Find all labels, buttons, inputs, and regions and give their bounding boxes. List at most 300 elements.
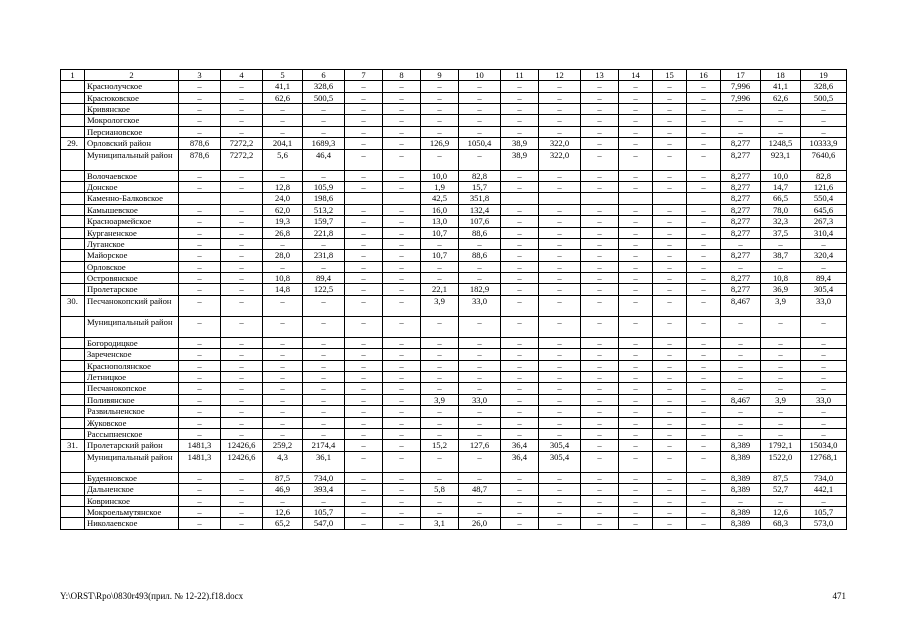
value-cell: – xyxy=(721,103,761,114)
value-cell: – xyxy=(459,261,501,272)
value-cell: – xyxy=(345,406,383,417)
value-cell: – xyxy=(619,372,653,383)
row-name-cell: Персиановское xyxy=(85,126,179,137)
row-number-cell xyxy=(61,383,85,394)
row-name-cell: Мокроельмутянское xyxy=(85,506,179,517)
value-cell: – xyxy=(761,261,801,272)
row-number-cell xyxy=(61,284,85,295)
value-cell: – xyxy=(687,472,721,483)
value-cell: 3,9 xyxy=(421,394,459,405)
value-cell: – xyxy=(687,126,721,137)
table-row xyxy=(61,227,847,238)
value-cell: 1792,1 xyxy=(761,440,801,451)
row-number-cell: 29. xyxy=(61,138,85,149)
value-cell: 32,3 xyxy=(761,216,801,227)
value-cell: – xyxy=(459,238,501,249)
value-cell: 10,0 xyxy=(421,170,459,181)
row-number-cell xyxy=(61,216,85,227)
value-cell: – xyxy=(653,170,687,181)
value-cell: – xyxy=(619,216,653,227)
row-number-cell xyxy=(61,406,85,417)
value-cell: 88,6 xyxy=(459,227,501,238)
value-cell: 62,6 xyxy=(263,92,303,103)
table-row xyxy=(61,261,847,272)
value-cell: – xyxy=(179,394,221,405)
value-cell: – xyxy=(581,428,619,439)
value-cell: 38,9 xyxy=(501,149,539,170)
data-table xyxy=(60,69,847,530)
table-row xyxy=(61,394,847,405)
value-cell: 33,0 xyxy=(459,394,501,405)
value-cell: – xyxy=(421,406,459,417)
table-row xyxy=(61,337,847,348)
value-cell: – xyxy=(687,103,721,114)
value-cell: – xyxy=(459,103,501,114)
value-cell: – xyxy=(687,181,721,192)
value-cell: – xyxy=(619,394,653,405)
value-cell: – xyxy=(501,372,539,383)
value-cell: – xyxy=(459,81,501,92)
value-cell: – xyxy=(761,428,801,439)
value-cell: 7,996 xyxy=(721,92,761,103)
value-cell: – xyxy=(501,472,539,483)
value-cell: – xyxy=(263,295,303,316)
value-cell: 221,8 xyxy=(303,227,345,238)
value-cell: 89,4 xyxy=(303,273,345,284)
row-number-cell xyxy=(61,181,85,192)
value-cell: – xyxy=(539,349,581,360)
value-cell: – xyxy=(303,126,345,137)
value-cell: 4,3 xyxy=(263,451,303,472)
value-cell: – xyxy=(581,138,619,149)
value-cell: 14,7 xyxy=(761,181,801,192)
value-cell: – xyxy=(221,261,263,272)
value-cell: – xyxy=(383,273,421,284)
value-cell xyxy=(687,193,721,204)
value-cell: 393,4 xyxy=(303,484,345,495)
value-cell: – xyxy=(459,360,501,371)
value-cell: – xyxy=(383,428,421,439)
value-cell: – xyxy=(721,495,761,506)
header-cell: 16 xyxy=(687,70,721,81)
value-cell: – xyxy=(303,295,345,316)
value-cell: – xyxy=(179,126,221,137)
value-cell: – xyxy=(581,451,619,472)
value-cell: – xyxy=(581,261,619,272)
value-cell: – xyxy=(501,103,539,114)
value-cell: 500,5 xyxy=(801,92,847,103)
value-cell: 10,8 xyxy=(263,273,303,284)
value-cell: – xyxy=(687,495,721,506)
header-cell: 3 xyxy=(179,70,221,81)
value-cell: 305,4 xyxy=(539,440,581,451)
row-number-cell xyxy=(61,394,85,405)
value-cell: – xyxy=(221,92,263,103)
header-cell: 14 xyxy=(619,70,653,81)
value-cell: – xyxy=(459,92,501,103)
row-name-cell: Донское xyxy=(85,181,179,192)
value-cell: – xyxy=(687,337,721,348)
value-cell: 645,6 xyxy=(801,204,847,215)
value-cell: – xyxy=(619,417,653,428)
value-cell: – xyxy=(581,126,619,137)
row-name-cell: Кривянское xyxy=(85,103,179,114)
value-cell: – xyxy=(179,295,221,316)
value-cell: – xyxy=(303,394,345,405)
value-cell: – xyxy=(687,506,721,517)
value-cell: – xyxy=(687,115,721,126)
row-number-cell xyxy=(61,360,85,371)
value-cell: 878,6 xyxy=(179,138,221,149)
value-cell: – xyxy=(303,115,345,126)
value-cell: – xyxy=(459,406,501,417)
value-cell: – xyxy=(179,506,221,517)
row-number-cell xyxy=(61,261,85,272)
value-cell: 41,1 xyxy=(761,81,801,92)
value-cell: – xyxy=(345,295,383,316)
value-cell: – xyxy=(345,484,383,495)
value-cell: – xyxy=(345,316,383,337)
row-number-cell xyxy=(61,92,85,103)
value-cell: 126,9 xyxy=(421,138,459,149)
row-number-cell xyxy=(61,417,85,428)
value-cell: – xyxy=(459,417,501,428)
value-cell: – xyxy=(653,440,687,451)
row-number-cell: 31. xyxy=(61,440,85,451)
value-cell: – xyxy=(581,406,619,417)
value-cell: – xyxy=(721,126,761,137)
value-cell: – xyxy=(761,383,801,394)
value-cell: – xyxy=(581,295,619,316)
value-cell: – xyxy=(761,238,801,249)
value-cell: 8,389 xyxy=(721,506,761,517)
value-cell: – xyxy=(501,216,539,227)
value-cell: – xyxy=(539,227,581,238)
row-number-cell xyxy=(61,518,85,529)
value-cell: – xyxy=(619,472,653,483)
value-cell: – xyxy=(501,428,539,439)
value-cell: – xyxy=(221,372,263,383)
row-number-cell xyxy=(61,484,85,495)
table-row xyxy=(61,149,847,170)
table-row xyxy=(61,284,847,295)
row-number-cell xyxy=(61,428,85,439)
value-cell: 38,9 xyxy=(501,138,539,149)
value-cell: 22,1 xyxy=(421,284,459,295)
value-cell: – xyxy=(345,149,383,170)
value-cell: – xyxy=(687,406,721,417)
value-cell: 231,8 xyxy=(303,250,345,261)
value-cell: 550,4 xyxy=(801,193,847,204)
value-cell: 8,277 xyxy=(721,227,761,238)
value-cell: – xyxy=(383,149,421,170)
table-row xyxy=(61,406,847,417)
value-cell: – xyxy=(179,92,221,103)
value-cell: – xyxy=(179,81,221,92)
value-cell: 24,0 xyxy=(263,193,303,204)
value-cell: – xyxy=(619,451,653,472)
value-cell: – xyxy=(303,170,345,181)
value-cell: – xyxy=(421,261,459,272)
value-cell: – xyxy=(653,394,687,405)
value-cell: – xyxy=(179,372,221,383)
value-cell: – xyxy=(801,417,847,428)
value-cell: – xyxy=(383,216,421,227)
value-cell: 2174,4 xyxy=(303,440,345,451)
value-cell: – xyxy=(221,170,263,181)
value-cell: – xyxy=(653,316,687,337)
row-name-cell: Богородицкое xyxy=(85,337,179,348)
value-cell: – xyxy=(687,372,721,383)
value-cell: – xyxy=(801,103,847,114)
value-cell: – xyxy=(383,92,421,103)
value-cell: – xyxy=(801,316,847,337)
row-number-cell xyxy=(61,349,85,360)
value-cell: – xyxy=(539,337,581,348)
header-cell: 6 xyxy=(303,70,345,81)
value-cell xyxy=(345,193,383,204)
value-cell: – xyxy=(619,349,653,360)
value-cell: – xyxy=(619,250,653,261)
value-cell: – xyxy=(221,295,263,316)
value-cell: – xyxy=(653,383,687,394)
value-cell: – xyxy=(653,216,687,227)
header-cell: 11 xyxy=(501,70,539,81)
value-cell: – xyxy=(801,428,847,439)
value-cell: 351,8 xyxy=(459,193,501,204)
value-cell: – xyxy=(619,92,653,103)
value-cell: – xyxy=(581,181,619,192)
value-cell: – xyxy=(687,261,721,272)
value-cell: – xyxy=(421,115,459,126)
value-cell: – xyxy=(263,495,303,506)
row-name-cell: Островянское xyxy=(85,273,179,284)
value-cell: – xyxy=(619,428,653,439)
value-cell: – xyxy=(619,337,653,348)
value-cell: – xyxy=(179,250,221,261)
value-cell: – xyxy=(345,360,383,371)
value-cell: 46,4 xyxy=(303,149,345,170)
value-cell: – xyxy=(801,383,847,394)
value-cell: – xyxy=(345,472,383,483)
value-cell: 322,0 xyxy=(539,149,581,170)
value-cell: – xyxy=(501,204,539,215)
value-cell: 3,1 xyxy=(421,518,459,529)
value-cell: – xyxy=(179,284,221,295)
table-row xyxy=(61,316,847,337)
value-cell: – xyxy=(501,337,539,348)
value-cell: 87,5 xyxy=(263,472,303,483)
value-cell: 28,0 xyxy=(263,250,303,261)
value-cell: 68,3 xyxy=(761,518,801,529)
value-cell: – xyxy=(581,149,619,170)
value-cell: 8,277 xyxy=(721,170,761,181)
value-cell: 8,277 xyxy=(721,284,761,295)
value-cell: – xyxy=(345,451,383,472)
value-cell: – xyxy=(421,360,459,371)
value-cell: – xyxy=(345,138,383,149)
table-row xyxy=(61,372,847,383)
file-path: Y:\ORST\Rpo\0830r493(прил. № 12-22).f18.docx xyxy=(60,591,244,601)
value-cell xyxy=(581,193,619,204)
value-cell: – xyxy=(687,417,721,428)
table-row xyxy=(61,181,847,192)
value-cell: – xyxy=(345,115,383,126)
value-cell: – xyxy=(421,417,459,428)
value-cell: – xyxy=(539,273,581,284)
value-cell: – xyxy=(421,495,459,506)
value-cell: – xyxy=(303,349,345,360)
table-row xyxy=(61,103,847,114)
table-row xyxy=(61,417,847,428)
value-cell: – xyxy=(501,484,539,495)
value-cell: – xyxy=(653,337,687,348)
value-cell: 10,8 xyxy=(761,273,801,284)
value-cell: – xyxy=(653,284,687,295)
value-cell: 442,1 xyxy=(801,484,847,495)
value-cell: – xyxy=(263,360,303,371)
value-cell: – xyxy=(721,238,761,249)
row-name-cell: Рассыпненское xyxy=(85,428,179,439)
table-row xyxy=(61,193,847,204)
value-cell: – xyxy=(539,506,581,517)
value-cell: – xyxy=(345,126,383,137)
row-name-cell: Ковринское xyxy=(85,495,179,506)
row-number-cell xyxy=(61,227,85,238)
value-cell: – xyxy=(303,316,345,337)
value-cell: – xyxy=(383,349,421,360)
value-cell: – xyxy=(221,238,263,249)
value-cell: – xyxy=(501,295,539,316)
value-cell: – xyxy=(619,115,653,126)
value-cell: – xyxy=(539,126,581,137)
value-cell: – xyxy=(581,204,619,215)
value-cell: – xyxy=(619,284,653,295)
value-cell: – xyxy=(653,227,687,238)
value-cell: 8,467 xyxy=(721,394,761,405)
row-name-cell: Красноармейское xyxy=(85,216,179,227)
value-cell: – xyxy=(539,284,581,295)
table-row xyxy=(61,349,847,360)
value-cell: 5,6 xyxy=(263,149,303,170)
value-cell: – xyxy=(501,81,539,92)
value-cell: – xyxy=(421,316,459,337)
value-cell: – xyxy=(459,451,501,472)
header-cell: 8 xyxy=(383,70,421,81)
value-cell: 3,9 xyxy=(421,295,459,316)
value-cell: – xyxy=(459,506,501,517)
value-cell: – xyxy=(581,349,619,360)
value-cell: – xyxy=(383,406,421,417)
row-name-cell: Летницкое xyxy=(85,372,179,383)
row-name-cell: Красюковское xyxy=(85,92,179,103)
header-cell: 4 xyxy=(221,70,263,81)
value-cell: – xyxy=(221,316,263,337)
value-cell: – xyxy=(179,181,221,192)
value-cell: – xyxy=(687,81,721,92)
value-cell: 10,0 xyxy=(761,170,801,181)
value-cell: 10,7 xyxy=(421,250,459,261)
value-cell: – xyxy=(687,484,721,495)
value-cell: – xyxy=(345,337,383,348)
value-cell: 1481,3 xyxy=(179,451,221,472)
value-cell: – xyxy=(653,417,687,428)
row-number-cell: 30. xyxy=(61,295,85,316)
value-cell: – xyxy=(383,284,421,295)
value-cell: 7640,6 xyxy=(801,149,847,170)
value-cell: 36,1 xyxy=(303,451,345,472)
value-cell: – xyxy=(383,316,421,337)
value-cell: – xyxy=(581,360,619,371)
value-cell: 8,277 xyxy=(721,250,761,261)
value-cell: – xyxy=(687,440,721,451)
value-cell: – xyxy=(653,451,687,472)
value-cell: – xyxy=(539,518,581,529)
row-name-cell: Каменно-Балковское xyxy=(85,193,179,204)
value-cell: 328,6 xyxy=(303,81,345,92)
header-cell: 13 xyxy=(581,70,619,81)
value-cell: – xyxy=(263,261,303,272)
value-cell: – xyxy=(653,115,687,126)
value-cell: – xyxy=(179,337,221,348)
value-cell: – xyxy=(619,170,653,181)
value-cell: – xyxy=(501,316,539,337)
value-cell: – xyxy=(581,170,619,181)
value-cell: – xyxy=(539,495,581,506)
value-cell: – xyxy=(539,92,581,103)
value-cell: – xyxy=(345,417,383,428)
value-cell: – xyxy=(801,126,847,137)
row-number-cell xyxy=(61,472,85,483)
value-cell: – xyxy=(687,170,721,181)
value-cell: 10,7 xyxy=(421,227,459,238)
value-cell: 36,4 xyxy=(501,451,539,472)
value-cell: – xyxy=(501,115,539,126)
value-cell: – xyxy=(581,518,619,529)
value-cell: – xyxy=(421,337,459,348)
value-cell: – xyxy=(345,506,383,517)
value-cell: – xyxy=(653,103,687,114)
value-cell: 500,5 xyxy=(303,92,345,103)
value-cell: 105,7 xyxy=(801,506,847,517)
table-row xyxy=(61,92,847,103)
value-cell: 107,6 xyxy=(459,216,501,227)
value-cell: – xyxy=(687,138,721,149)
table-row xyxy=(61,115,847,126)
value-cell: – xyxy=(721,360,761,371)
row-number-cell xyxy=(61,81,85,92)
value-cell: – xyxy=(345,250,383,261)
value-cell: – xyxy=(687,284,721,295)
value-cell: – xyxy=(721,428,761,439)
value-cell: – xyxy=(539,204,581,215)
value-cell: 8,389 xyxy=(721,451,761,472)
header-cell: 9 xyxy=(421,70,459,81)
value-cell: – xyxy=(383,227,421,238)
value-cell: 8,389 xyxy=(721,484,761,495)
value-cell: – xyxy=(383,383,421,394)
value-cell: 204,1 xyxy=(263,138,303,149)
value-cell: – xyxy=(421,103,459,114)
table-row xyxy=(61,495,847,506)
value-cell xyxy=(221,193,263,204)
value-cell: – xyxy=(687,383,721,394)
value-cell: – xyxy=(687,349,721,360)
value-cell: – xyxy=(619,181,653,192)
value-cell: 8,389 xyxy=(721,518,761,529)
value-cell: 12,6 xyxy=(263,506,303,517)
value-cell: 1522,0 xyxy=(761,451,801,472)
